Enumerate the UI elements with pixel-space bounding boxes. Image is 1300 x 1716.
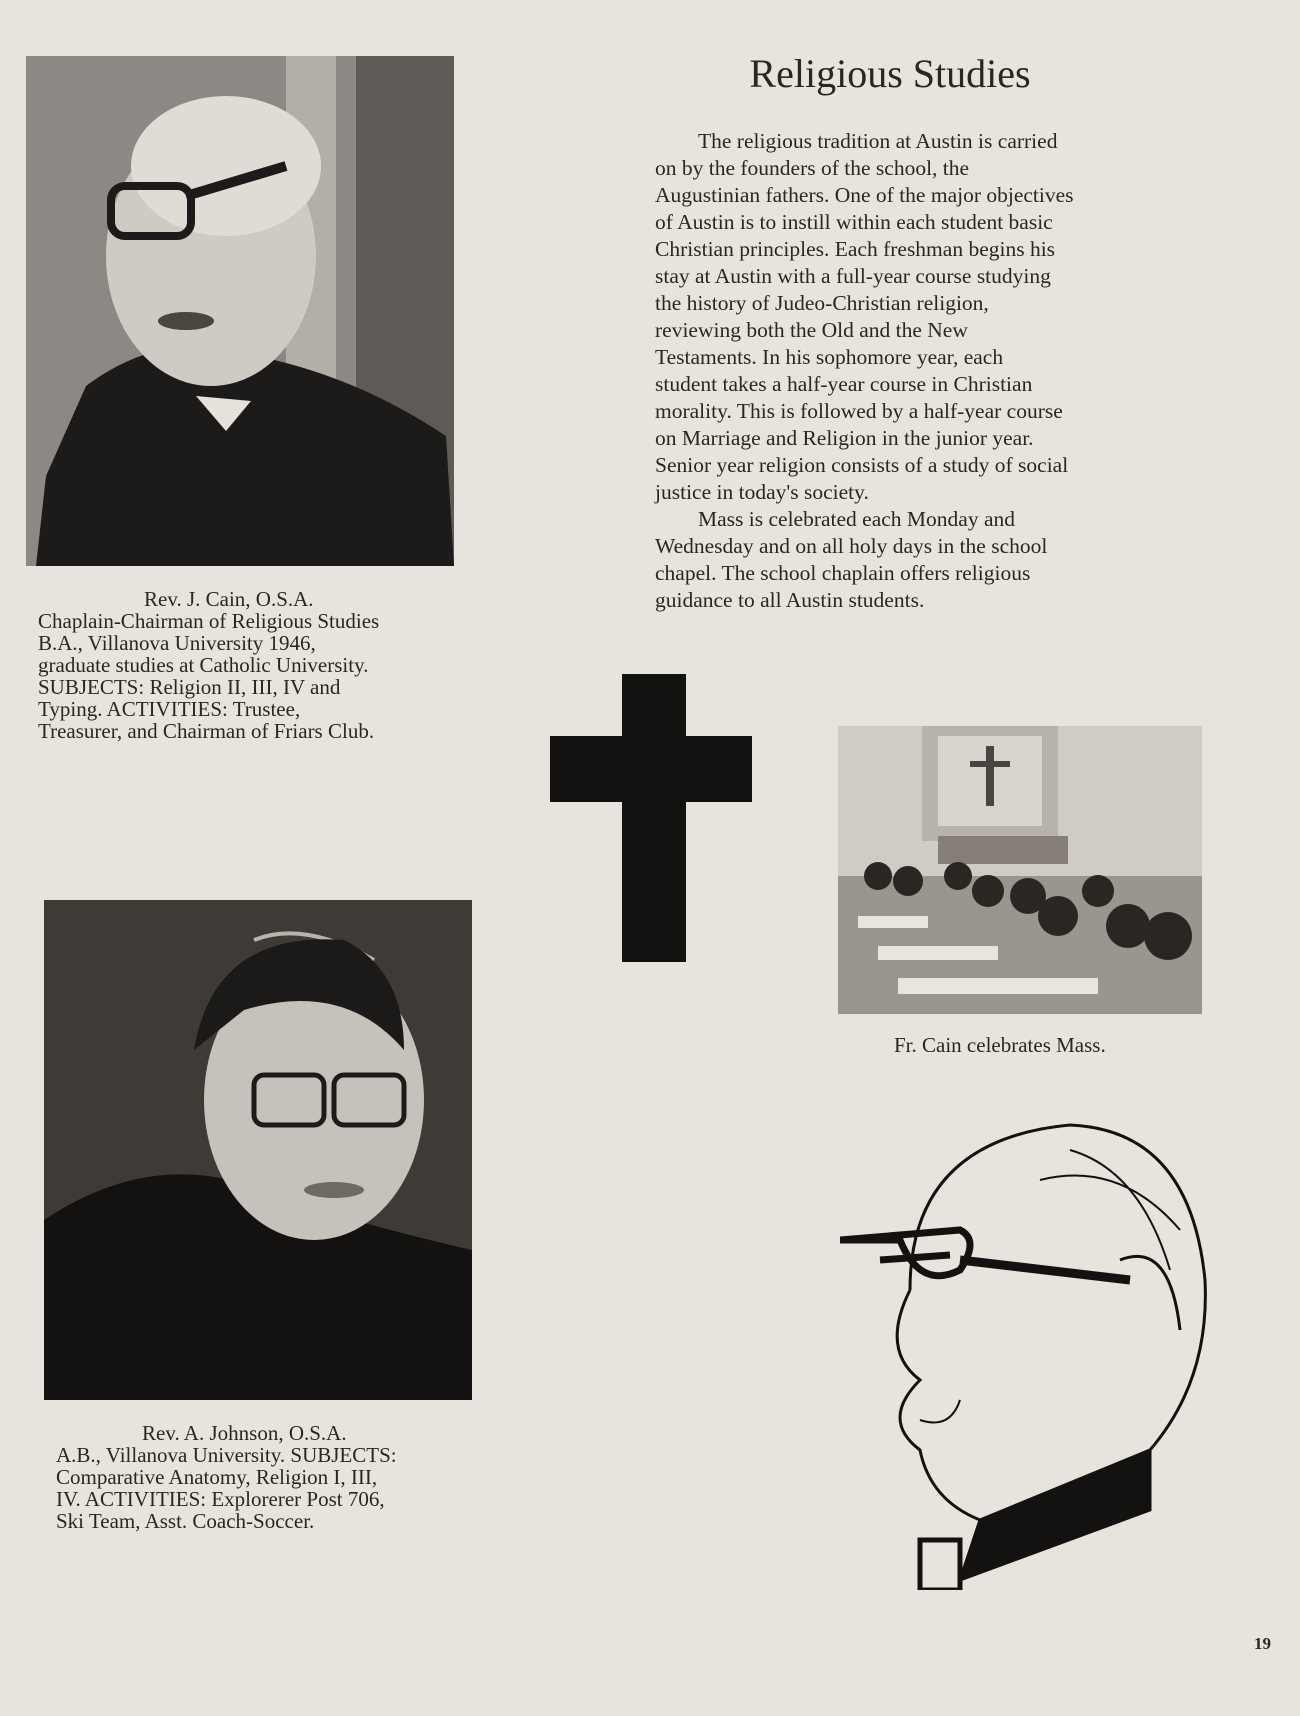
body-line: the history of Judeo-Christian religion,: [655, 291, 989, 315]
body-line: justice in today's society.: [655, 480, 869, 504]
faculty-caption: [56, 1422, 486, 1532]
faculty-caption: [38, 588, 468, 742]
cross-icon: [550, 674, 752, 962]
faculty-name: Rev. A. Johnson, O.S.A.: [142, 1421, 347, 1445]
photo-caption-text: Fr. Cain celebrates Mass.: [894, 1033, 1106, 1057]
body-line: Wednesday and on all holy days in the school: [655, 534, 1048, 558]
body-line: morality. This is followed by a half-year course: [655, 399, 1063, 423]
faculty-subjects: Comparative Anatomy, Religion I, III,: [56, 1465, 378, 1489]
faculty-activities: Typing. ACTIVITIES: Trustee,: [38, 697, 301, 721]
body-line: Mass is celebrated each Monday and: [698, 507, 1016, 531]
portrait-sketch-icon: [840, 1120, 1220, 1590]
body-line: reviewing both the Old and the New: [655, 318, 968, 342]
page-number: 19: [1254, 1634, 1271, 1653]
body-line: student takes a half-year course in Christian: [655, 372, 1033, 396]
body-line: on by the founders of the school, the: [655, 156, 970, 180]
faculty-title: Chaplain-Chairman of Religious Studies: [38, 609, 380, 633]
chapel-photo-icon: [838, 726, 1202, 1014]
faculty-name: Rev. J. Cain, O.S.A.: [144, 587, 314, 611]
body-line: Testaments. In his sophomore year, each: [655, 345, 1004, 369]
body-line: Christian principles. Each freshman begins his: [655, 237, 1056, 261]
page-title: Religious Studies: [749, 51, 1031, 96]
faculty-activities: Ski Team, Asst. Coach-Soccer.: [56, 1509, 315, 1533]
faculty-studies: graduate studies at Catholic University.: [38, 653, 369, 677]
faculty-degree: A.B., Villanova University. SUBJECTS:: [56, 1443, 397, 1467]
body-line: on Marriage and Religion in the junior year.: [655, 426, 1034, 450]
portrait-photo-icon: [26, 56, 454, 566]
body-line: stay at Austin with a full-year course studying: [655, 264, 1051, 288]
body-line: chapel. The school chaplain offers religious: [655, 561, 1031, 585]
faculty-activities: IV. ACTIVITIES: Explorerer Post 706,: [56, 1487, 385, 1511]
faculty-degree: B.A., Villanova University 1946,: [38, 631, 316, 655]
faculty-subjects: SUBJECTS: Religion II, III, IV and: [38, 675, 341, 699]
body-line: Augustinian fathers. One of the major objectives: [655, 183, 1074, 207]
body-line: guidance to all Austin students.: [655, 588, 925, 612]
photo-caption: [838, 1034, 1202, 1056]
body-line: of Austin is to instill within each student basic: [655, 210, 1053, 234]
article-body: [655, 128, 1175, 614]
body-line: Senior year religion consists of a study of social: [655, 453, 1069, 477]
body-line: The religious tradition at Austin is carried: [698, 129, 1058, 153]
faculty-activities: Treasurer, and Chairman of Friars Club.: [38, 719, 375, 743]
portrait-photo-icon: [44, 900, 472, 1400]
